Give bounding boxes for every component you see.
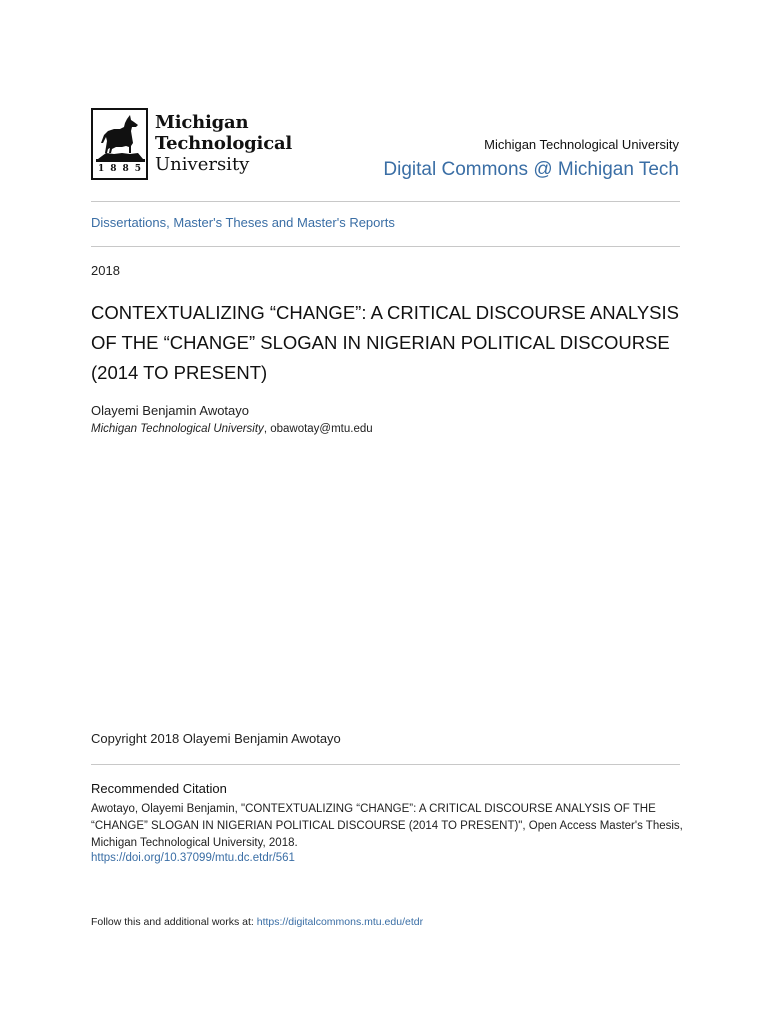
husky-icon: [96, 113, 145, 167]
logo-year: [95, 163, 144, 176]
author-email: obawotay@mtu.edu: [270, 423, 373, 435]
affiliation-institution: Michigan Technological University: [91, 423, 264, 435]
university-logo: [91, 108, 301, 182]
series-link[interactable]: Dissertations, Master's Theses and Master's Reports: [91, 215, 395, 230]
logo-wordmark-line: Michigan: [155, 112, 249, 133]
logo-year-digit: 1: [98, 164, 105, 174]
logo-year-digit: 8: [122, 164, 129, 174]
logo-year-digit: 5: [134, 164, 141, 174]
author-affiliation: [91, 423, 373, 435]
collection-link[interactable]: https://digitalcommons.mtu.edu/etdr: [256, 916, 424, 928]
divider: [91, 246, 680, 247]
logo-wordmark-line: University: [155, 154, 250, 175]
divider: [91, 201, 680, 202]
affiliation-separator: ,: [263, 423, 271, 435]
doi-link[interactable]: https://doi.org/10.37099/mtu.dc.etdr/561: [91, 852, 295, 864]
publication-year: 2018: [91, 263, 120, 278]
logo-wordmark-line: Technological: [155, 133, 293, 154]
author-name: Olayemi Benjamin Awotayo: [91, 403, 250, 418]
logo-wordmark: [155, 112, 292, 175]
citation-text: Awotayo, Olayemi Benjamin, "CONTEXTUALIZING “CHANGE”: A CRITICAL DISCOURSE ANALYSIS OF THE “CHANGE” SLOGAN IN NIGERIAN POLITICAL DISCOURSE (2014 TO PRESENT)", Open Access Master's Thesis, Michigan Technological University, 2018.: [91, 803, 683, 849]
university-name: Michigan Technological University: [484, 137, 679, 152]
logo-year-digit: 8: [110, 164, 117, 174]
follow-prefix: Follow this and additional works at:: [91, 916, 257, 928]
digital-commons-link[interactable]: Digital Commons @ Michigan Tech: [383, 159, 679, 180]
follow-line: [91, 916, 423, 928]
recommended-citation-heading: Recommended Citation: [91, 781, 227, 796]
copyright-notice: Copyright 2018 Olayemi Benjamin Awotayo: [91, 731, 341, 746]
thesis-title: CONTEXTUALIZING “CHANGE”: A CRITICAL DISCOURSE ANALYSIS OF THE “CHANGE” SLOGAN IN NIGERIAN POLITICAL DISCOURSE (2014 TO PRESENT): [91, 302, 679, 383]
divider: [91, 764, 680, 765]
husky-emblem: [91, 108, 148, 180]
